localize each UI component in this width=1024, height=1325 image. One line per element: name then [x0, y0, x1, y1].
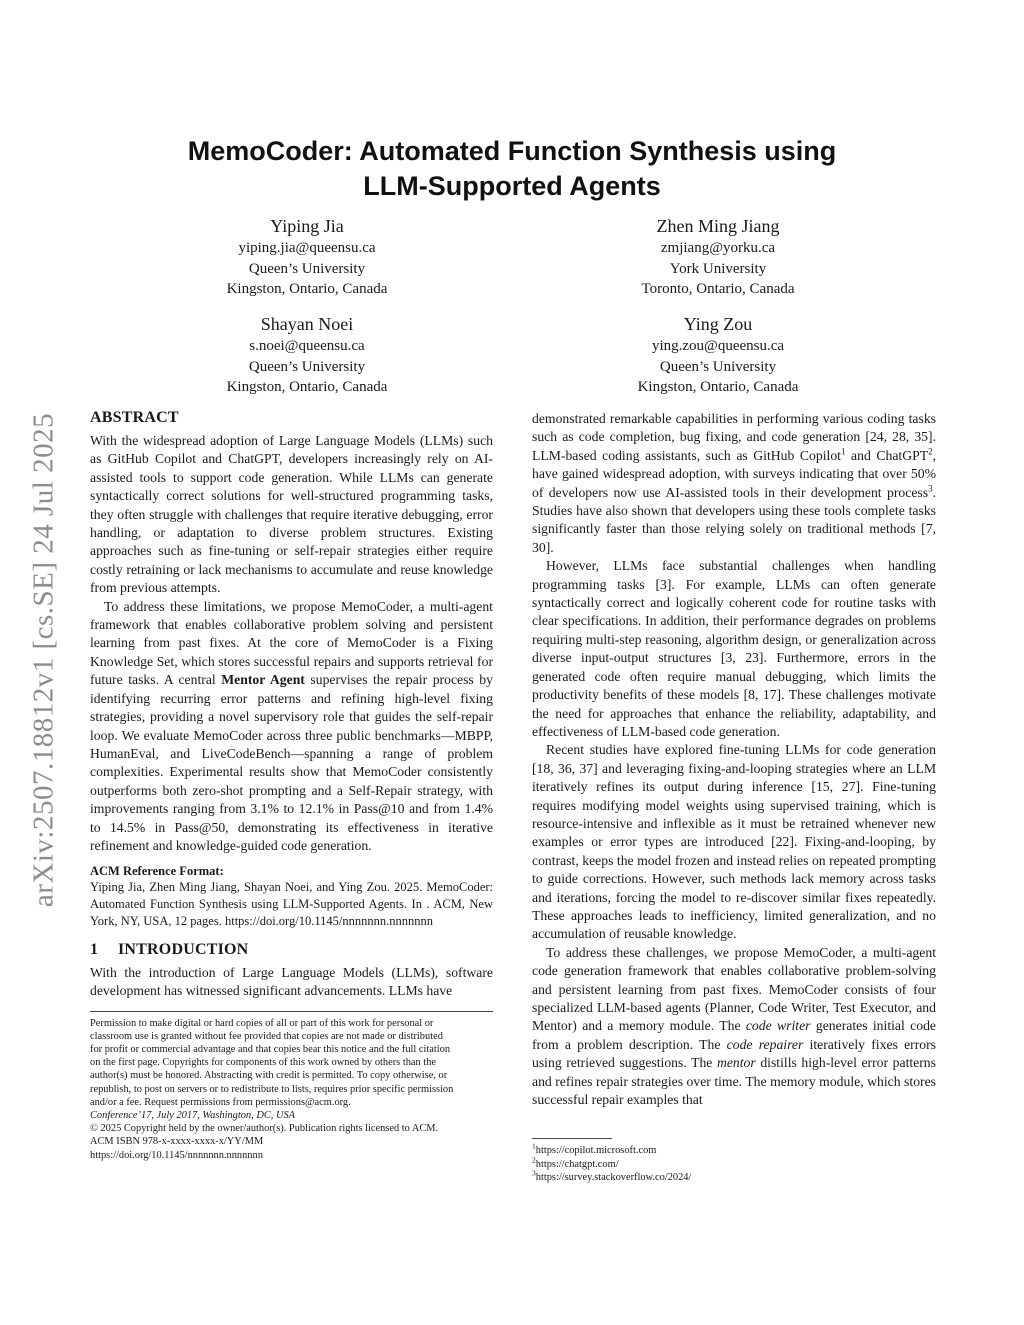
- footnote-mark: 3: [928, 483, 933, 494]
- introduction-paragraph-1: With the introduction of Large Language Models (LLMs), software development has witnessed significant advancements. LLMs have: [90, 964, 493, 999]
- code-repairer-term: code repairer: [726, 1036, 804, 1052]
- right-column: [532, 410, 936, 1109]
- footnote-number: 3: [532, 1168, 536, 1178]
- author-location: Toronto, Ontario, Canada: [641, 281, 795, 297]
- abstract-paragraph-1: With the widespread adoption of Large Language Models (LLMs) such as GitHub Copilot and ChatGPT, developers increasingly rely on AI-assisted tools to support code generation. While LLMs can generate syntactically correct solutions for well-structured programming tasks, they often struggle with challenges that require iterative debugging, error handling, or adaptation to diverse problem structures. Existing approaches such as fine-tuning or self-repair strategies either require costly retraining or lack mechanisms to accumulate and reuse knowledge from previous attempts.: [90, 433, 493, 596]
- author-affiliation: Queen’s University: [248, 260, 366, 277]
- abstract-heading: ABSTRACT: [90, 409, 179, 426]
- isbn-line: ACM ISBN 978-x-xxxx-xxxx-x/YY/MM: [90, 1136, 264, 1148]
- author-email: s.noei@queensu.ca: [249, 338, 365, 354]
- permission-block: [90, 1017, 493, 1162]
- footnote-url[interactable]: https://survey.stackoverflow.co/2024/: [535, 1172, 692, 1183]
- author-email: ying.zou@queensu.ca: [651, 338, 785, 354]
- footnotes: [532, 1138, 936, 1185]
- permission-line: classroom use is granted without fee provided that copies are not made or distributed: [90, 1030, 443, 1042]
- body-text: demonstrated remarkable capabilities in performing various coding tasks such as code completion, bug fixing, and code generation [24, 28, 35]. LLM-based coding assistants, such as GitHub Copilot: [532, 411, 936, 463]
- author-location: Kingston, Ontario, Canada: [226, 281, 388, 297]
- body-text: To address these challenges, we propose MemoCoder, a multi-agent code generation framework that enables collaborative problem-solving and persistent learning from past fixes. MemoCoder consists of four specialized LLM-based agents (Planner, Code Writer, Test Executor, and Mentor) and a memory module. The: [532, 944, 936, 1034]
- footnote-url[interactable]: https://copilot.microsoft.com: [535, 1145, 657, 1156]
- code-writer-term: code writer: [745, 1018, 811, 1034]
- mentor-term: mentor: [716, 1055, 756, 1071]
- author-block-3: [147, 312, 467, 398]
- author-location: Kingston, Ontario, Canada: [637, 379, 799, 395]
- acm-reference-text: Yiping Jia, Zhen Ming Jiang, Shayan Noei, and Ying Zou. 2025. MemoCoder: Automated Function Synthesis using LLM-Supported Agents. In . ACM, New York, NY, USA, 12 pages. https://doi.org/10.1145/nnnnnnn.nnnnnnn: [90, 880, 493, 928]
- footnote-3: [532, 1168, 936, 1185]
- introduction-paragraph-4: [532, 944, 936, 1110]
- footnote-number: 1: [532, 1141, 536, 1151]
- footnote-1: [532, 1141, 936, 1158]
- footnote-url[interactable]: https://chatgpt.com/: [535, 1158, 619, 1170]
- permission-line: on the first page. Copyrights for components of this work owned by others than the: [90, 1057, 437, 1069]
- author-block-1: [147, 214, 467, 300]
- author-name: Shayan Noei: [260, 314, 354, 334]
- permission-line: author(s) must be honored. Abstracting with credit is permitted. To copy otherwise, or: [90, 1070, 448, 1082]
- permission-line: republish, to post on servers or to redistribute to lists, requires prior specific permission: [90, 1083, 454, 1095]
- permission-line: for profit or commercial advantage and that copies bear this notice and the full citation: [90, 1043, 451, 1055]
- author-name: Yiping Jia: [270, 216, 344, 236]
- author-location: Kingston, Ontario, Canada: [226, 379, 388, 395]
- footnote-mark: 1: [840, 446, 846, 457]
- author-affiliation: Queen’s University: [248, 358, 366, 375]
- author-email: zmjiang@yorku.ca: [660, 240, 776, 256]
- abstract-text: supervises the repair process by identifying recurring error patterns and refining high-level fixing strategies, providing a novel supervisory role that guides the self-repair loop. We evaluate MemoCoder across three public benchmarks—MBPP, HumanEval, and LiveCodeBench—spanning a range of problem complexities. Experimental results show that MemoCoder consistently outperforms both zero-shot prompting and a Self-Repair strategy, with improvements ranging from 3.1% to 12.1% in Pass@10 and from 1.4% to 14.5% in Pass@50, demonstrating its effectiveness in iterative refinement and knowledge-guided code generation.: [90, 672, 493, 853]
- left-column: [90, 408, 493, 1162]
- body-text: , have gained widespread adoption, with surveys indicating that over 50% of developers now use AI-assisted tools in their development process: [532, 447, 936, 500]
- mentor-agent-term: Mentor Agent: [221, 672, 305, 688]
- abstract-text: To address these limitations, we propose MemoCoder, a multi-agent framework that enables collaborative problem solving and persistent learning from past fixes. At the core of MemoCoder is a Fixing Knowledge Set, which stores successful repairs and supports retrieval for future tasks. A central: [90, 598, 493, 688]
- body-text: iteratively fixes errors using retrieved suggestions. The: [532, 1036, 936, 1071]
- title-line-1: MemoCoder: Automated Function Synthesis using: [187, 136, 837, 166]
- section-number: 1: [90, 940, 99, 958]
- author-affiliation: York University: [669, 260, 767, 277]
- abstract-paragraph-2: [90, 598, 493, 856]
- author-affiliation: Queen’s University: [659, 358, 777, 375]
- introduction-paragraph-3: Recent studies have explored fine-tuning LLMs for code generation [18, 36, 37] and leveraging fixing-and-looping strategies where an LLM iteratively refines its output during inference [15, 27]. Fine-tuning requires modifying model weights using supervised training, which is resource-intensive and inflexible as it must be retrained whenever new examples or error types are introduced [22]. Fixing-and-looping, by contrast, keeps the model frozen and instead relies on repeated prompting to guide corrections. However, such methods lack memory across tasks and iterations, forcing the model to re-discover similar fixes repeatedly. These approaches leads to inefficiency, limited generalization, and no accumulation of reusable knowledge.: [532, 742, 936, 942]
- body-text: . Studies have also shown that developers using these tools complete tasks significantly faster than those relying solely on traditional methods [7, 30].: [532, 484, 936, 555]
- body-text: and ChatGPT: [845, 447, 929, 463]
- introduction-heading: [90, 940, 493, 960]
- permission-line: and/or a fee. Request permissions from permissions@acm.org.: [90, 1096, 351, 1108]
- introduction-paragraph-2: However, LLMs face substantial challenges when handling programming tasks [3]. For example, LLMs can often generate syntactically correct and logically coherent code for routine tasks with clear specifications. In addition, their performance degrades on problems requiring multi-step reasoning, algorithm design, or generalization across diverse input-output structures [3, 23]. Furthermore, errors in the generated code often require manual debugging, which limits the productivity benefits of these models [8, 17]. These challenges motivate the need for approaches that enhance the reliability, adaptability, and effectiveness of LLM-based code generation.: [532, 558, 936, 739]
- author-block-2: [558, 214, 878, 300]
- permission-divider: [90, 1011, 493, 1012]
- conference-info: Conference’17, July 2017, Washington, DC, USA: [90, 1109, 295, 1121]
- title-line-2: LLM-Supported Agents: [363, 171, 661, 201]
- author-email: yiping.jia@queensu.ca: [238, 240, 376, 256]
- footnote-2: [532, 1155, 936, 1172]
- body-text: distills high-level error patterns and refines repair strategies over time. The memory module, which stores successful repair examples that: [532, 1055, 936, 1108]
- footnote-mark: 2: [928, 446, 933, 457]
- permission-line: Permission to make digital or hard copies of all or part of this work for personal or: [90, 1017, 434, 1029]
- arxiv-identifier: arXiv:2507.18812v1 [cs.SE] 24 Jul 2025: [27, 412, 60, 908]
- copyright-line: © 2025 Copyright held by the owner/author(s). Publication rights licensed to ACM.: [90, 1123, 439, 1135]
- author-name: Ying Zou: [683, 314, 753, 334]
- author-name: Zhen Ming Jiang: [656, 216, 780, 236]
- introduction-paragraph-continued: [532, 410, 936, 557]
- doi-line: https://doi.org/10.1145/nnnnnnn.nnnnnnn: [90, 1149, 263, 1161]
- author-block-4: [558, 312, 878, 398]
- paper-title: [100, 134, 924, 204]
- section-title: INTRODUCTION: [118, 940, 249, 958]
- body-text: generates initial code from a problem description. The: [532, 1018, 936, 1052]
- footnote-divider: [532, 1138, 612, 1139]
- footnote-number: 2: [532, 1155, 536, 1165]
- acm-reference-heading: ACM Reference Format:: [90, 864, 224, 879]
